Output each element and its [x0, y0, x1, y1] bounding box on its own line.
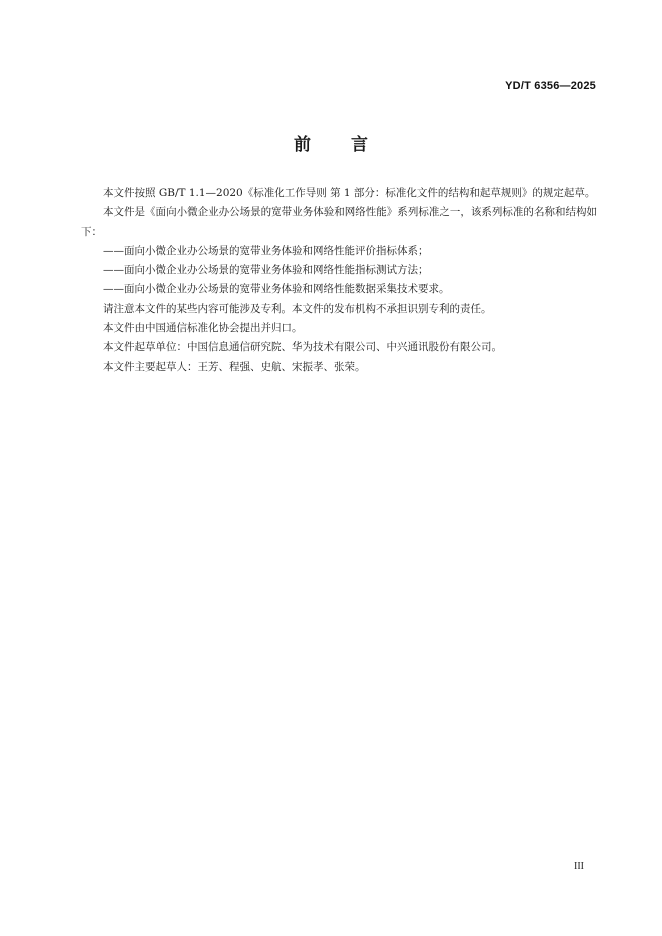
- paragraph-drafting-rules: 本文件按照 GB/T 1.1—2020《标准化工作导则 第 1 部分：标准化文件的结构和起草规则》的规定起草。: [103, 187, 596, 199]
- paragraph-drafting-units: 本文件起草单位：中国信息通信研究院、华为技术有限公司、中兴通讯股份有限公司。: [103, 341, 502, 354]
- document-code: YD/T 6356—2025: [505, 80, 596, 92]
- title-char-1: 前: [294, 135, 311, 155]
- paragraph-patent-notice: 请注意本文件的某些内容可能涉及专利。本文件的发布机构不承担识别专利的责任。: [103, 302, 492, 315]
- paragraph-proposer: 本文件由中国通信标准化协会提出并归口。: [103, 322, 303, 335]
- list-item: ——面向小微企业办公场景的宽带业务体验和网络性能评价指标体系；: [103, 244, 429, 257]
- foreword-body: [81, 184, 597, 377]
- page-number: III: [574, 861, 584, 872]
- list-item: ——面向小微企业办公场景的宽带业务体验和网络性能指标测试方法；: [103, 264, 429, 277]
- title-char-2: 言: [351, 135, 368, 155]
- page-title: [0, 130, 662, 155]
- list-item: ——面向小微企业办公场景的宽带业务体验和网络性能数据采集技术要求。: [103, 283, 450, 296]
- paragraph-drafters: 本文件主要起草人：王芳、程强、史航、宋振孝、张荣。: [103, 360, 366, 373]
- paragraph-series-intro: 本文件是《面向小微企业办公场景的宽带业务体验和网络性能》系列标准之一，该系列标准的名称和结构如下：: [81, 206, 597, 238]
